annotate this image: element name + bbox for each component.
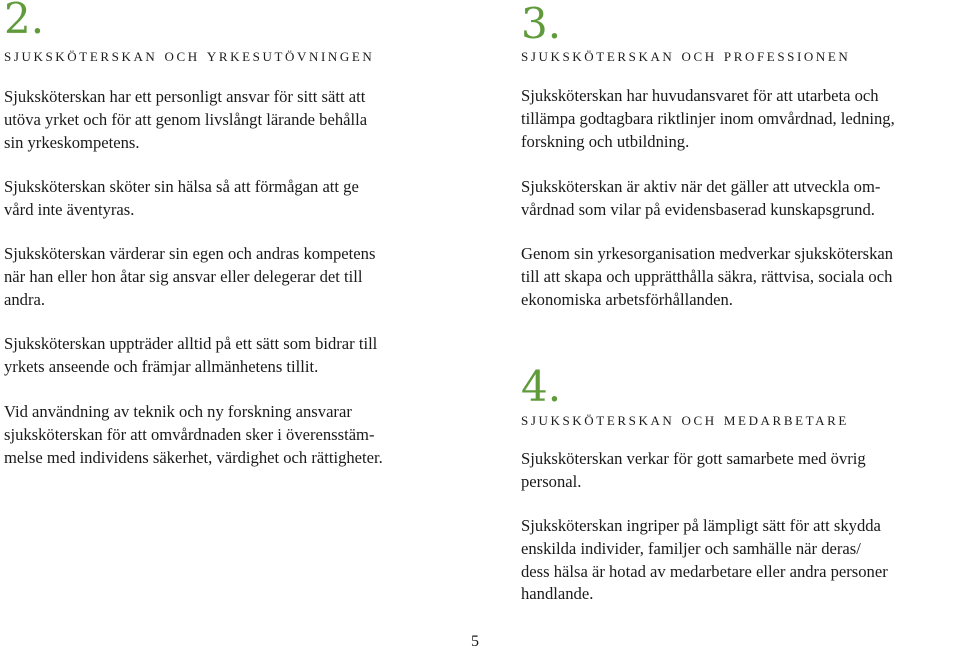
section-heading: sjuksköterskan och yrkesutövningen	[4, 45, 375, 65]
paragraph: Vid användning av teknik och ny forskning ansvarar sjuksköterskan för att omvårdnaden sker i överensstäm- melse med individens säkerhet, värdighet och rättigheter.	[4, 402, 383, 467]
paragraph: Sjuksköterskan har ett personligt ansvar för sitt sätt att utöva yrket och för att genom livslångt lärande behålla sin yrkeskompetens.	[4, 87, 368, 152]
paragraph: Sjuksköterskan verkar för gott samarbete med övrig personal.	[521, 449, 866, 491]
paragraph: Sjuksköterskan sköter sin hälsa så att förmågan att ge vård inte äventyras.	[4, 177, 359, 219]
section-number: 3.	[521, 0, 562, 48]
section-heading: sjuksköterskan och professionen	[521, 45, 851, 65]
paragraph: Sjuksköterskan ingriper på lämpligt sätt för att skydda enskilda individer, familjer och samhälle när deras/ dess hälsa är hotad av medarbetare eller andra personer handlande.	[521, 516, 888, 604]
paragraph: Sjuksköterskan är aktiv när det gäller att utveckla om- vårdnad som vilar på evidensbaserad kunskapsgrund.	[521, 177, 881, 219]
section-heading: sjuksköterskan och medarbetare	[521, 409, 849, 429]
paragraph: Sjuksköterskan uppträder alltid på ett sätt som bidrar till yrkets anseende och främjar allmänhetens tillit.	[4, 334, 378, 376]
paragraph: Sjuksköterskan har huvudansvaret för att utarbeta och tillämpa godtagbara riktlinjer inom omvårdnad, ledning, forskning och utbildning.	[521, 86, 895, 151]
paragraph: Genom sin yrkesorganisation medverkar sjuksköterskan till att skapa och upprätthålla säkra, rättvisa, sociala och ekonomiska arbetsförhållanden.	[521, 244, 894, 309]
section-number: 4.	[521, 362, 562, 411]
page-number: 5	[471, 633, 479, 650]
paragraph: Sjuksköterskan värderar sin egen och andras kompetens när han eller hon åtar sig ansvar eller delegerar det till andra.	[4, 244, 376, 309]
section-number: 2.	[4, 0, 45, 43]
